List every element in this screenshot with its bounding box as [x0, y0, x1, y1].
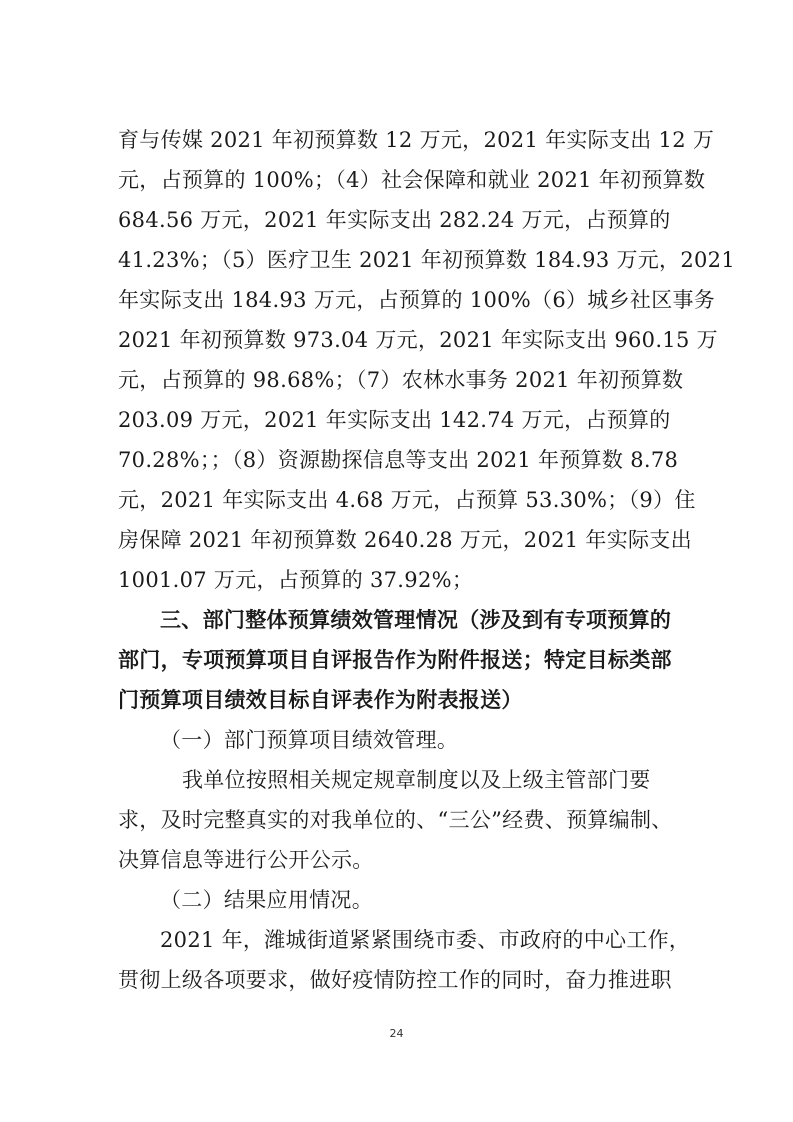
- body-text-line: 70.28%；；（8）资源勘探信息等支出 2021 年预算数 8.78: [118, 448, 679, 472]
- body-text-line: 2021 年初预算数 973.04 万元，2021 年实际支出 960.15 万: [118, 328, 718, 352]
- section-heading: 三、部门整体预算绩效管理情况（涉及到有专项预算的: [160, 608, 672, 632]
- body-text-line: 41.23%；（5）医疗卫生 2021 年初预算数 184.93 万元，2021: [118, 248, 735, 272]
- body-text-line: 2021 年，潍城街道紧紧围绕市委、市政府的中心工作，: [160, 928, 691, 952]
- body-text-line: 年实际支出 184.93 万元，占预算的 100%（6）城乡社区事务: [118, 288, 716, 312]
- subsection-title: （一）部门预算项目绩效管理。: [160, 728, 459, 752]
- body-text-line: 元，2021 年实际支出 4.68 万元，占预算 53.30%；（9）住: [118, 488, 696, 512]
- body-text-line: 求，及时完整真实的对我单位的、“三公”经费、预算编制、: [118, 808, 673, 832]
- section-heading: 门预算项目绩效目标自评表作为附表报送）: [118, 688, 523, 712]
- body-text-line: 684.56 万元，2021 年实际支出 282.24 万元，占预算的: [118, 208, 671, 232]
- body-text-line: 贯彻上级各项要求，做好疫情防控工作的同时，奋力推进职: [118, 968, 672, 992]
- body-text-line: 决算信息等进行公开公示。: [118, 848, 374, 872]
- body-text-line: 房保障 2021 年初预算数 2640.28 万元，2021 年实际支出: [118, 528, 692, 552]
- body-text-line: 元，占预算的 98.68%；（7）农林水事务 2021 年初预算数: [118, 368, 684, 392]
- page-number: 24: [389, 1027, 404, 1040]
- body-text-line: 育与传媒 2021 年初预算数 12 万元，2021 年实际支出 12 万: [118, 128, 715, 152]
- section-heading: 部门，专项预算项目自评报告作为附件报送；特定目标类部: [118, 648, 672, 672]
- body-text-line: 1001.07 万元，占预算的 37.92%；: [118, 568, 474, 592]
- body-text-line: 我单位按照相关规定规章制度以及上级主管部门要: [182, 768, 651, 792]
- subsection-title: （二）结果应用情况。: [160, 888, 373, 912]
- body-text-line: 元，占预算的 100%；（4）社会保障和就业 2021 年初预算数: [118, 168, 706, 192]
- body-text-line: 203.09 万元，2021 年实际支出 142.74 万元，占预算的: [118, 408, 671, 432]
